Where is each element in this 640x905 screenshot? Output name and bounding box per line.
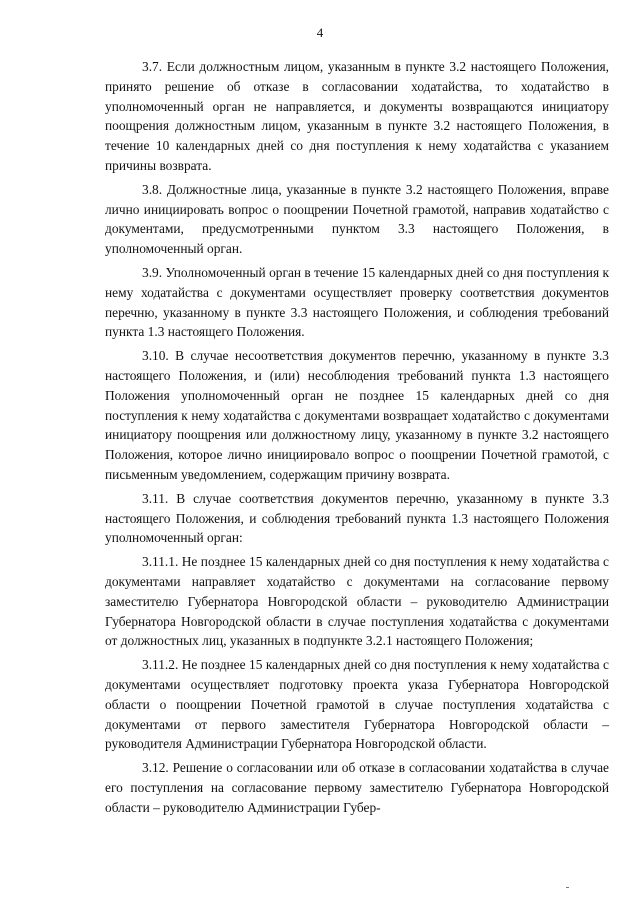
paragraph-3-9: 3.9. Уполномоченный орган в течение 15 календарных дней со дня поступления к нему ходатайства с документами осуществляет проверку соответствия документов перечню, указанному в пункте 3.3 настоящего Положения, и соблюдения требований пункта 1.3 настоящего Положения. [105, 264, 609, 340]
paragraph-3-8: 3.8. Должностные лица, указанные в пункте 3.2 настоящего Положения, вправе лично инициировать вопрос о поощрении Почетной грамотой, направив ходатайство с документами, предусмотренными пунктом 3.3 настоящего Положения, в уполномоченный орган. [105, 181, 609, 257]
paragraph-3-12: 3.12. Решение о согласовании или об отказе в согласовании ходатайства в случае его поступления на согласование первому заместителю Губернатора Новгородской области – руководителю Администрации Губер- [105, 760, 609, 815]
paragraph-3-10: 3.10. В случае несоответствия документов перечню, указанному в пункте 3.3 настоящего Положения, и (или) несоблюдения требований пункта 1.3 настоящего Положения уполномоченный орган не позднее 15 календарных дней со дня поступления к нему ходатайства с документами возвращает ходатайство с документами инициатору поощрения или должностному лицу, указанному в пункте 3.2 настоящего Положения, которое лично инициировало вопрос о поощрении Почетной грамотой, с письменным уведомлением, содержащим причину возврата. [105, 348, 609, 482]
document-body [105, 57, 609, 821]
paragraph-3-11: 3.11. В случае соответствия документов перечню, указанному в пункте 3.3 настоящего Положения, и соблюдения требований пункта 1.3 настоящего Положения уполномоченный орган: [105, 490, 609, 546]
paragraph-3-7: 3.7. Если должностным лицом, указанным в пункте 3.2 настоящего Положения, принято решение об отказе в согласовании ходатайства, то ходатайство в уполномоченный орган не направляется, и документы возвращаются инициатору поощрения должностным лицом, указанным в пункте 3.2 настоящего Положения, в течение 10 календарных дней со дня поступления к нему ходатайства с указанием причины возврата. [105, 59, 609, 173]
paragraph-3-11-1: 3.11.1. Не позднее 15 календарных дней со дня поступления к нему ходатайства с документами направляет ходатайство с документами на согласование первому заместителю Губернатора Новгородской области – руководителю Администрации Губернатора Новгородской области в случае поступления ходатайства с документами от должностных лиц, указанных в подпункте 3.2.1 настоящего Положения; [105, 554, 609, 649]
page-number: 4 [316, 25, 324, 40]
scan-speck [566, 887, 569, 888]
paragraph-3-11-2: 3.11.2. Не позднее 15 календарных дней со дня поступления к нему ходатайства с документами осуществляет подготовку проекта указа Губернатора Новгородской области о поощрении Почетной грамотой в случае поступления ходатайства с документами от первого заместителя Губернатора Новгородской области – руководителя Администрации Губернатора Новгородской области. [105, 657, 609, 752]
